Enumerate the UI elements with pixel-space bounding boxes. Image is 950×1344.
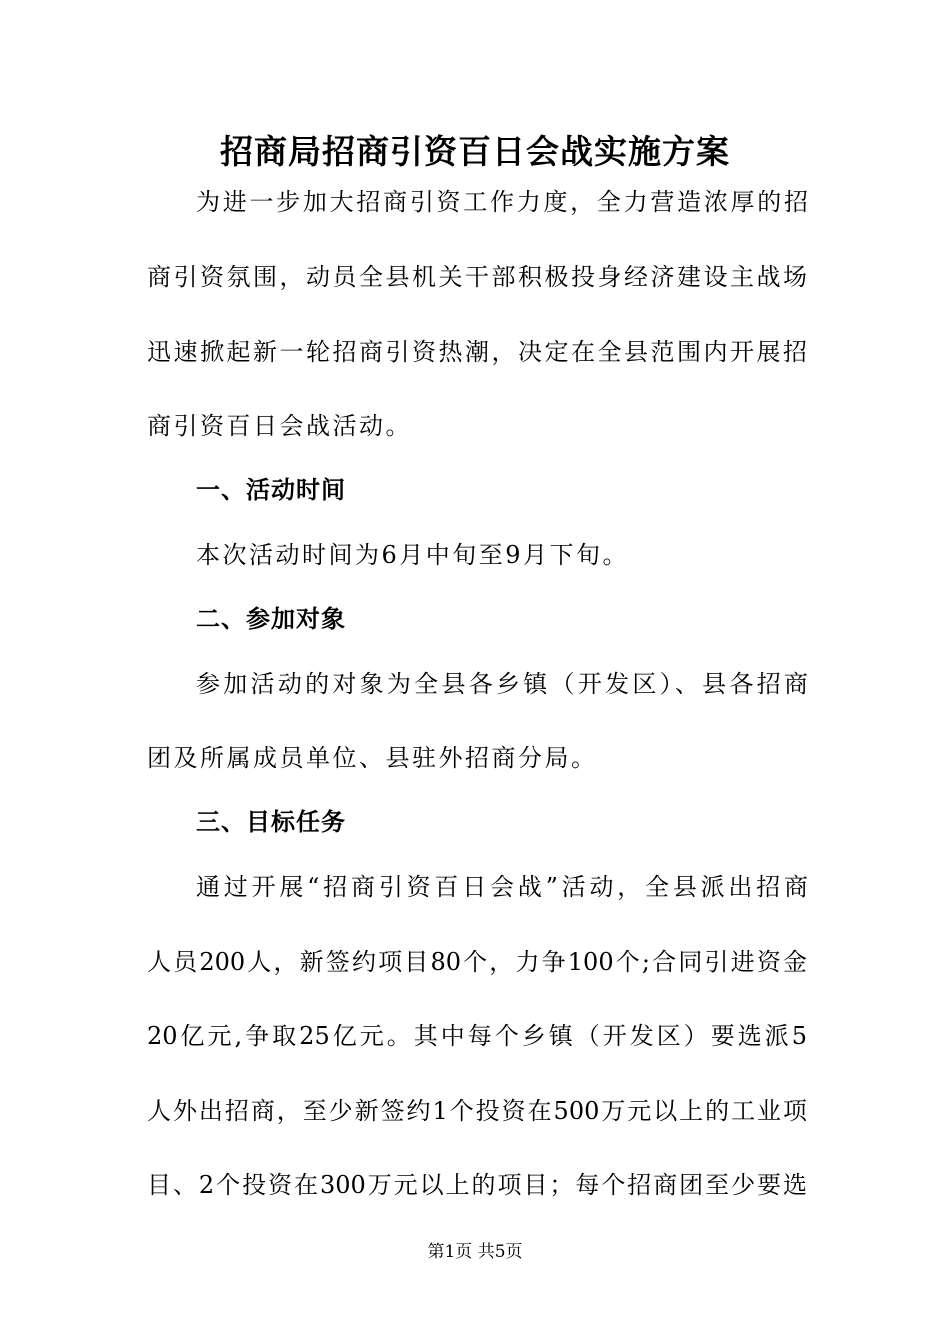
section-goals-line-5: 目、2个投资在300万元以上的项目；每个招商团至少要选 — [147, 1171, 807, 1199]
section-goals-line-3: 20亿元,争取25亿元。其中每个乡镇（开发区）要选派5 — [147, 1022, 807, 1050]
intro-line-1: 为进一步加大招商引资工作力度，全力营造浓厚的招 — [196, 188, 808, 216]
page-number-footer: 第1页 共5页 — [427, 1242, 523, 1262]
section-participants-line-1: 参加活动的对象为全县各乡镇（开发区）、县各招商 — [196, 670, 808, 698]
section-participants-line-2: 团及所属成员单位、县驻外招商分局。 — [147, 744, 598, 772]
section-heading-goals: 三、目标任务 — [196, 808, 346, 836]
section-heading-time: 一、活动时间 — [196, 476, 346, 504]
intro-line-2: 商引资氛围，动员全县机关干部积极投身经济建设主战场 — [147, 263, 807, 291]
intro-line-4: 商引资百日会战活动。 — [147, 412, 412, 440]
intro-line-3: 迅速掀起新一轮招商引资热潮，决定在全县范围内开展招 — [147, 338, 807, 366]
section-heading-participants: 二、参加对象 — [196, 605, 346, 633]
section-goals-line-1: 通过开展“招商引资百日会战”活动，全县派出招商 — [196, 873, 808, 901]
section-goals-line-2: 人员200人，新签约项目80个，力争100个;合同引进资金 — [147, 948, 807, 976]
section-time-line-1: 本次活动时间为6月中旬至9月下旬。 — [196, 541, 630, 569]
document-title: 招商局招商引资百日会战实施方案 — [220, 132, 730, 171]
section-goals-line-4: 人外出招商，至少新签约1个投资在500万元以上的工业项 — [147, 1097, 807, 1125]
